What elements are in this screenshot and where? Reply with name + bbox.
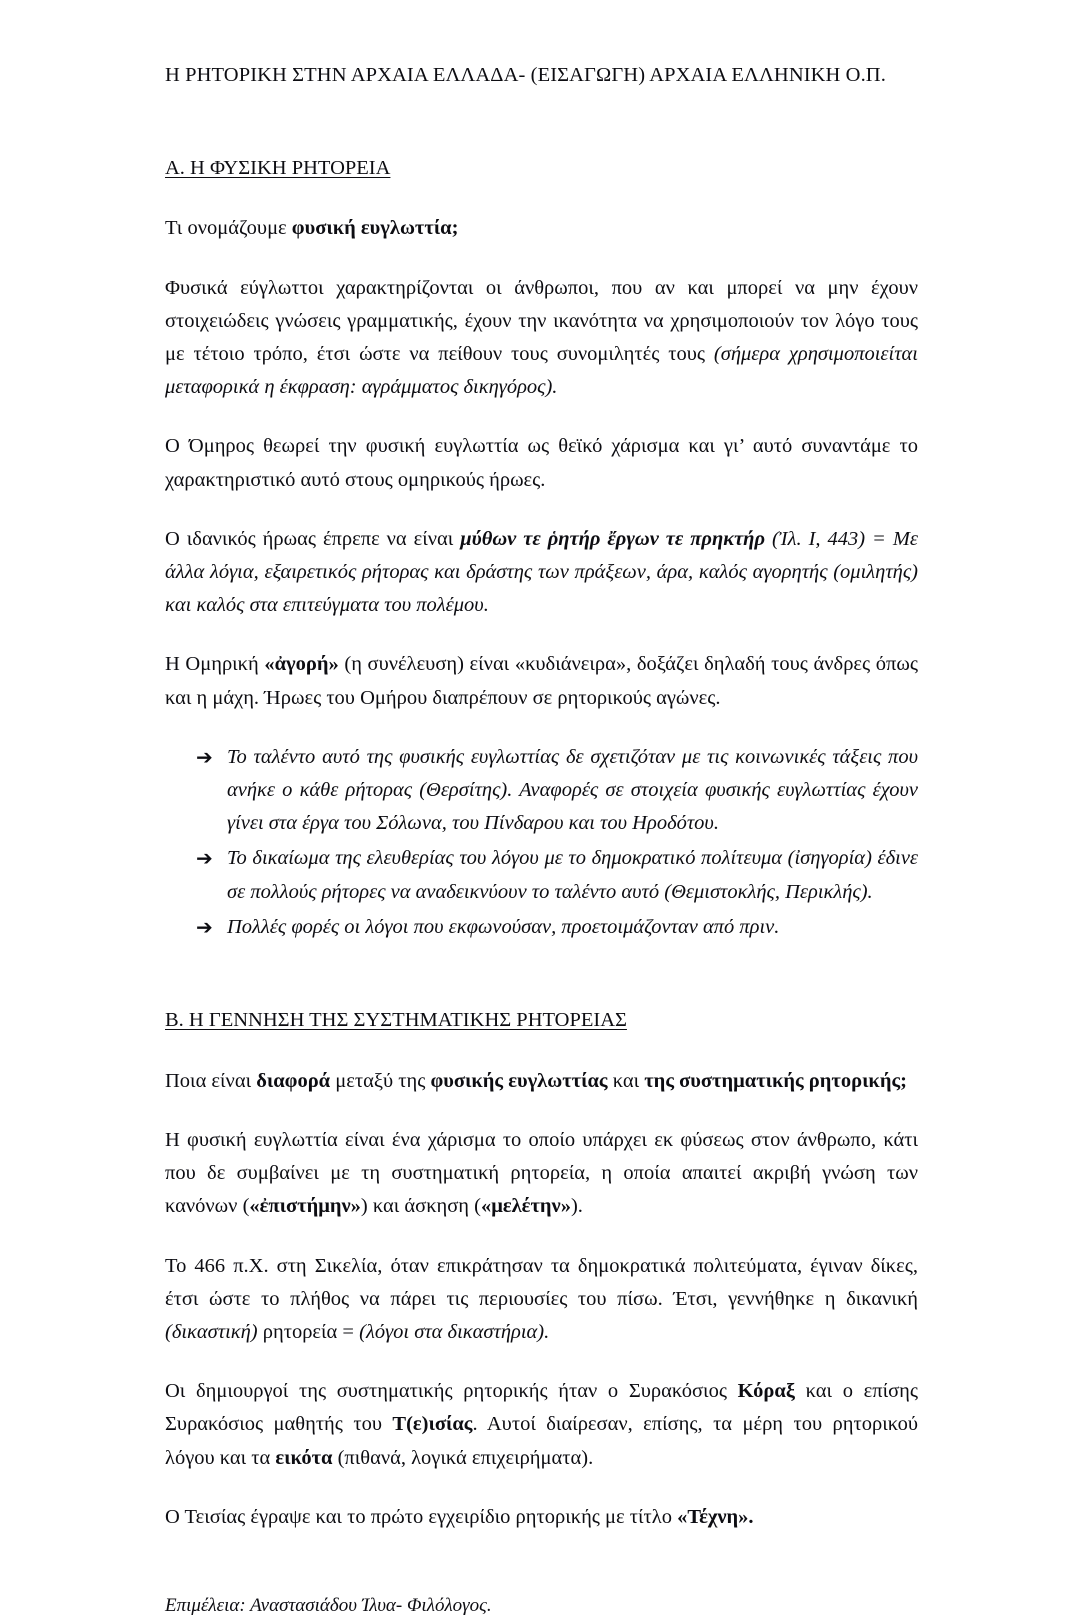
section-a-bullet-list <box>165 741 918 944</box>
list-item <box>165 911 918 944</box>
paragraph-a1-italic: (σήμερα χρησιμοποιείται μεταφορικά η έκφραση: αγράμματος δικηγόρος). <box>165 342 918 399</box>
question-a-bold: φυσική ευγλωττία; <box>291 217 459 240</box>
section-b-heading: Β. Η ΓΕΝΝΗΣΗ ΤΗΣ ΣΥΣΤΗΜΑΤΙΚΗΣ ΡΗΤΟΡΕΙΑΣ <box>165 1009 627 1032</box>
section-b-paragraph-1 <box>165 1124 918 1224</box>
section-a-heading-wrap <box>165 154 918 183</box>
arrow-right-icon: ➔ <box>196 846 213 871</box>
paragraph-b3-lead: Οι δημιουργοί της συστηματικής ρητορικής ήταν ο Συρακόσιος <box>165 1380 738 1403</box>
paragraph-b2-italic-2: (λόγοι στα δικαστήρια). <box>359 1320 550 1343</box>
episteme-term: «ἐπιστήμην» <box>249 1195 361 1218</box>
editor-credit: Επιμέλεια: Αναστασιάδου Ίλυα- Φιλόλογος. <box>165 1594 492 1616</box>
paragraph-b3-tail: (πιθανά, λογικά επιχειρήματα). <box>332 1446 594 1469</box>
question-a-lead: Τι ονομάζουμε <box>165 217 292 240</box>
homeric-quote: μύθων τε ῥητήρ ἔργων τε πρηκτήρ <box>460 527 765 550</box>
section-a-paragraph-3 <box>165 523 918 623</box>
techne-term: «Τέχνη». <box>677 1505 754 1528</box>
meleten-term: «μελέτην» <box>480 1195 571 1218</box>
section-a-question <box>165 212 918 245</box>
arrow-right-icon: ➔ <box>196 914 213 939</box>
section-b-paragraph-2 <box>165 1250 918 1350</box>
list-item-text: Το ταλέντο αυτό της φυσικής ευγλωττίας δε σχετιζόταν με τις κοινωνικές τάξεις που ανήκε ο κάθε ρήτορας (Θερσίτης). Αναφορές σε στοιχεία φυσικής ευγλωττίας έχουν γίνει στα έργα του Σόλωνα, του Πίνδαρου και του Ηροδότου. <box>227 745 918 835</box>
eikota-term: εικότα <box>275 1446 333 1469</box>
paragraph-b3-mid-2: . Αυτοί διαίρεσαν, επίσης, τα μέρη του ρητορικού λόγου και τα <box>165 1413 918 1469</box>
paragraph-a1-plain: Φυσικά εύγλωττοι χαρακτηρίζονται οι άνθρωποι, που αν και μπορεί να μην έχουν στοιχειώδεις γνώσεις γραμματικής, έχουν την ικανότητα να χρησιμοποιούν τον λόγο τους με τέτοιο τρόπο, έτσι ώστε να πείθουν τους συνομιλητές τους <box>165 276 918 365</box>
teisias-term: Τ(ε)ισίας <box>392 1413 473 1436</box>
list-item <box>165 842 918 908</box>
question-b-p2: μεταξύ της <box>330 1069 431 1092</box>
document-title: Η ΡΗΤΟΡΙΚΗ ΣΤΗΝ ΑΡΧΑΙΑ ΕΛΛΑΔΑ- (ΕΙΣΑΓΩΓΗ) ΑΡΧΑΙΑ ΕΛΛΗΝΙΚΗ Ο.Π. <box>165 64 886 86</box>
section-b-paragraph-4 <box>165 1501 918 1534</box>
paragraph-a3-italic-rest: (Ἰλ. Ι, 443) = Με άλλα λόγια, εξαιρετικός ρήτορας και δράστης των πράξεων, άρα, καλός αγορητής (ομιλητής) και καλός στα επιτεύγματα του πολέμου. <box>165 527 918 617</box>
list-item-text: Το δικαίωμα της ελευθερίας του λόγου με το δημοκρατικό πολίτευμα (ἰσηγορία) έδινε σε πολλούς ρήτορες να αναδεικνύουν το ταλέντο αυτό (Θεμιστοκλής, Περικλής). <box>227 847 918 903</box>
agore-term: «ἀγορή» <box>264 653 339 676</box>
section-a-heading: Α. Η ΦΥΣΙΚΗ ΡΗΤΟΡΕΙΑ <box>165 156 391 179</box>
section-a-paragraph-4 <box>165 648 918 714</box>
paragraph-b2-lead: Το 466 π.Χ. στη Σικελία, όταν επικράτησαν τα δημοκρατικά πολιτεύματα, έγιναν δίκες, έτσι ώστε το πλήθος να πάρει τις περιουσίες του πίσω. Έτσι, γεννήθηκε η δικανική <box>165 1254 918 1310</box>
section-a-paragraph-2: Ο Όμηρος θεωρεί την φυσική ευγλωττία ως θεϊκό χάρισμα και γι’ αυτό συναντάμε το χαρακτηριστικό αυτό στους ομηρικούς ήρωες. <box>165 435 918 491</box>
list-item <box>165 741 918 841</box>
paragraph-a4-rest: (η συνέλευση) είναι «κυδιάνειρα», δοξάζει δηλαδή τους άνδρες όπως και η μάχη. Ήρωες του Ομήρου διαπρέπουν σε ρητορικούς αγώνες. <box>165 653 918 709</box>
arrow-right-icon: ➔ <box>196 744 213 769</box>
paragraph-b3-mid-1: και ο επίσης Συρακόσιος μαθητής του <box>165 1380 918 1436</box>
paragraph-b2-mid: ρητορεία = <box>257 1320 360 1343</box>
document-body <box>165 0 918 1620</box>
question-b-b3: της συστηματικής ρητορικής; <box>644 1069 907 1092</box>
section-b-heading-wrap <box>165 1006 918 1035</box>
paragraph-b2-italic-1: (δικαστική) <box>165 1320 258 1343</box>
korax-term: Κόραξ <box>737 1380 795 1403</box>
list-item-text: Πολλές φορές οι λόγοι που εκφωνούσαν, προετοιμάζονταν από πριν. <box>227 915 780 938</box>
question-b-b1: διαφορά <box>256 1069 331 1092</box>
section-a-paragraph-1 <box>165 272 918 405</box>
question-b-p3: και <box>607 1069 645 1092</box>
paragraph-b4-lead: Ο Τεισίας έγραψε και το πρώτο εγχειρίδιο ρητορικής με τίτλο <box>165 1505 678 1528</box>
question-b-p1: Ποια είναι <box>165 1069 257 1092</box>
paragraph-b1-mid: ) και άσκηση ( <box>360 1195 481 1218</box>
section-b-question <box>165 1065 918 1098</box>
paragraph-a3-lead: Ο ιδανικός ήρωας έπρεπε να είναι <box>165 527 461 550</box>
paragraph-a4-lead: Η Ομηρική <box>165 653 265 676</box>
section-b-paragraph-3 <box>165 1375 918 1475</box>
paragraph-b1-tail: ). <box>570 1195 583 1218</box>
question-b-b2: φυσικής ευγλωττίας <box>430 1069 608 1092</box>
paragraph-b1-lead: Η φυσική ευγλωττία είναι ένα χάρισμα το οποίο υπάρχει εκ φύσεως στον άνθρωπο, κάτι που δε συμβαίνει με τη συστηματική ρητορεία, η οποία απαιτεί ακριβή γνώση των κανόνων ( <box>165 1128 918 1218</box>
